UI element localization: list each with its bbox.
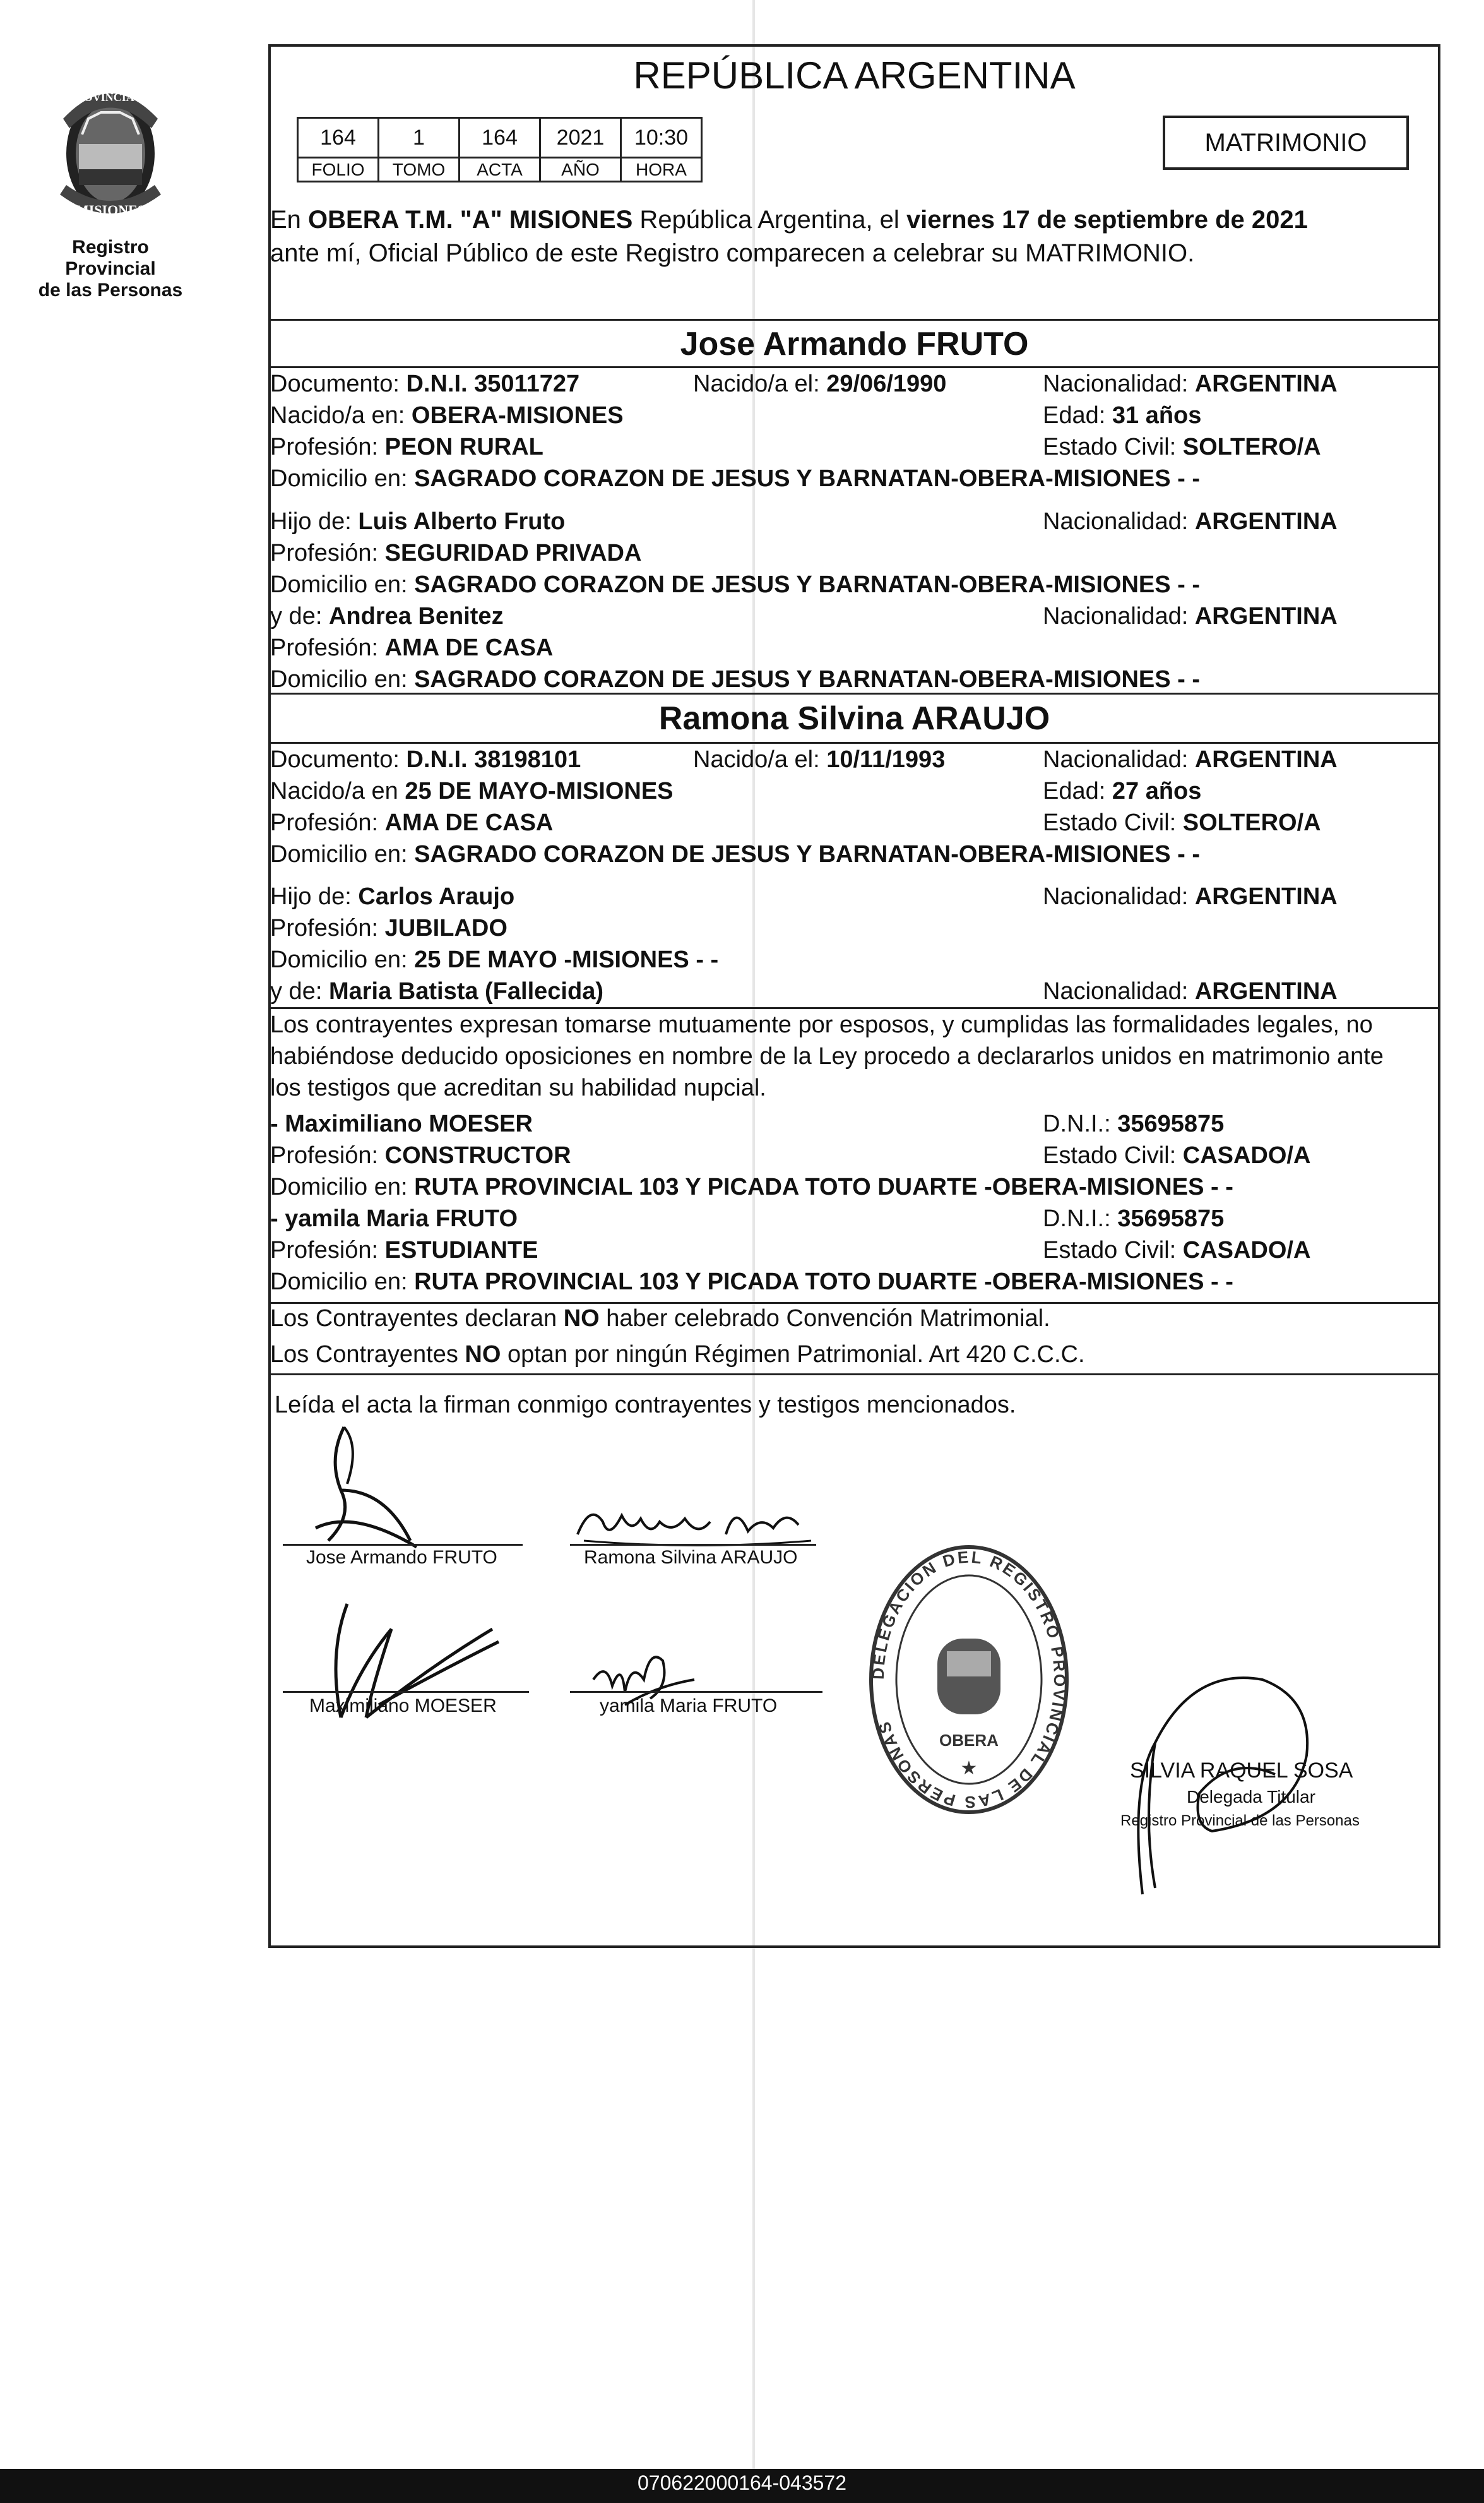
witness2-dni: D.N.I.: 35695875 [1043, 1205, 1225, 1232]
registry-caption-line1: Registro Provincial [65, 237, 156, 279]
tomo-value: 1 [379, 118, 460, 158]
convention-note: Los Contrayentes declaran NO haber celebrado Convención Matrimonial. [270, 1305, 1050, 1332]
groom-father: Hijo de: Luis Alberto Fruto [270, 508, 566, 535]
witness2-name: - yamila Maria FRUTO [270, 1205, 518, 1232]
divider [268, 1373, 1440, 1375]
closing-note: Leída el acta la firman conmigo contrayentes y testigos mencionados. [275, 1392, 1016, 1418]
bride-father: Hijo de: Carlos Araujo [270, 883, 515, 910]
groom-profession: Profesión: PEON RURAL [270, 434, 543, 460]
groom-birthdate: Nacido/a el: 29/06/1990 [693, 371, 947, 397]
groom-birthplace: Nacido/a en: OBERA-MISIONES [270, 402, 624, 429]
bride-name: Ramona Silvina ARAUJO [658, 700, 1050, 737]
witness1-profession: Profesión: CONSTRUCTOR [270, 1142, 571, 1169]
bride-father-nationality: Nacionalidad: ARGENTINA [1043, 883, 1338, 910]
declaration-line-1: Los contrayentes expresan tomarse mutuamente por esposos, y cumplidas las formalidades legales, no [270, 1012, 1373, 1038]
tomo-label: TOMO [379, 158, 460, 182]
groom-age: Edad: 31 años [1043, 402, 1202, 429]
divider [268, 742, 1440, 744]
acta-value: 164 [460, 118, 540, 158]
svg-text:PROVINCIA DE: PROVINCIA DE [68, 91, 153, 104]
year-label: AÑO [540, 158, 621, 182]
groom-father-address: Domicilio en: SAGRADO CORAZON DE JESUS Y BARNATAN-OBERA-MISIONES - - [270, 571, 1201, 598]
witness1-signature-line [283, 1691, 529, 1693]
acta-label: ACTA [460, 158, 540, 182]
groom-nationality: Nacionalidad: ARGENTINA [1043, 371, 1338, 397]
groom-signature [290, 1421, 499, 1560]
svg-text:OBERA: OBERA [939, 1731, 999, 1750]
official-role: Delegada Titular [1187, 1787, 1315, 1807]
witness1-civil-status: Estado Civil: CASADO/A [1043, 1142, 1311, 1169]
official-name: SILVIA RAQUEL SOSA [1130, 1759, 1353, 1783]
declaration-line-2: habiéndose deducido oposiciones en nombre de la Ley procedo a declararlos unidos en matrimonio ante [270, 1043, 1384, 1070]
registry-caption [25, 237, 196, 301]
registry-reference-table [297, 117, 703, 182]
official-organization: Registro Provincial de las Personas [1120, 1812, 1360, 1829]
groom-mother-profession: Profesión: AMA DE CASA [270, 635, 554, 661]
witness1-signature-label: Maximiliano MOESER [309, 1695, 497, 1716]
groom-father-nationality: Nacionalidad: ARGENTINA [1043, 508, 1338, 535]
bride-father-address: Domicilio en: 25 DE MAYO -MISIONES - - [270, 947, 719, 973]
groom-signature-label: Jose Armando FRUTO [306, 1547, 497, 1568]
svg-text:★: ★ [960, 1758, 978, 1779]
divider [268, 1007, 1440, 1009]
document-code: 070622000164-043572 [638, 2471, 846, 2494]
year-value: 2021 [540, 118, 621, 158]
groom-mother: y de: Andrea Benitez [270, 603, 504, 630]
bride-nationality: Nacionalidad: ARGENTINA [1043, 746, 1338, 773]
hour-label: HORA [621, 158, 702, 182]
svg-text:MISIONES: MISIONES [75, 202, 146, 218]
intro-line-1: En OBERA T.M. "A" MISIONES República Argentina, el viernes 17 de septiembre de 2021 [270, 206, 1308, 234]
svg-text:DELEGACION DEL REGISTRO PROVIN: DELEGACION DEL REGISTRO PROVINCIAL DE LAS PERSONAS [868, 1547, 1070, 1812]
province-coat-of-arms-logo [50, 75, 170, 232]
regime-note: Los Contrayentes NO optan por ningún Régimen Patrimonial. Art 420 C.C.C. [270, 1341, 1085, 1368]
bride-birthplace: Nacido/a en 25 DE MAYO-MISIONES [270, 778, 674, 804]
groom-mother-address: Domicilio en: SAGRADO CORAZON DE JESUS Y BARNATAN-OBERA-MISIONES - - [270, 666, 1201, 693]
bride-signature-label: Ramona Silvina ARAUJO [584, 1547, 798, 1568]
declaration-line-3: los testigos que acreditan su habilidad nupcial. [270, 1075, 766, 1101]
witness2-profession: Profesión: ESTUDIANTE [270, 1237, 538, 1263]
bride-father-profession: Profesión: JUBILADO [270, 915, 508, 941]
groom-name: Jose Armando FRUTO [680, 326, 1029, 362]
intro-line-2: ante mí, Oficial Público de este Registro comparecen a celebrar su MATRIMONIO. [270, 239, 1195, 267]
bride-birthdate: Nacido/a el: 10/11/1993 [693, 746, 946, 773]
groom-civil-status: Estado Civil: SOLTERO/A [1043, 434, 1321, 460]
registry-delegation-stamp [865, 1538, 1073, 1822]
act-type-box: MATRIMONIO [1163, 116, 1409, 170]
bride-address: Domicilio en: SAGRADO CORAZON DE JESUS Y BARNATAN-OBERA-MISIONES - - [270, 841, 1201, 868]
folio-value: 164 [298, 118, 379, 158]
witness2-address: Domicilio en: RUTA PROVINCIAL 103 Y PICADA TOTO DUARTE -OBERA-MISIONES - - [270, 1269, 1233, 1295]
groom-signature-line [283, 1544, 523, 1546]
groom-address: Domicilio en: SAGRADO CORAZON DE JESUS Y BARNATAN-OBERA-MISIONES - - [270, 465, 1201, 492]
groom-mother-nationality: Nacionalidad: ARGENTINA [1043, 603, 1338, 630]
document-title: REPÚBLICA ARGENTINA [633, 54, 1076, 97]
registry-caption-line2: de las Personas [38, 280, 183, 301]
groom-father-profession: Profesión: SEGURIDAD PRIVADA [270, 540, 642, 566]
witness2-signature-label: yamila Maria FRUTO [600, 1695, 778, 1716]
witness1-dni: D.N.I.: 35695875 [1043, 1111, 1225, 1137]
bride-civil-status: Estado Civil: SOLTERO/A [1043, 809, 1321, 836]
bride-mother-nationality: Nacionalidad: ARGENTINA [1043, 978, 1338, 1005]
bride-mother: y de: Maria Batista (Fallecida) [270, 978, 603, 1005]
groom-document: Documento: D.N.I. 35011727 [270, 371, 580, 397]
witness1-name: - Maximiliano MOESER [270, 1111, 533, 1137]
witness2-signature-line [570, 1691, 822, 1693]
bride-profession: Profesión: AMA DE CASA [270, 809, 554, 836]
bride-signature-line [570, 1544, 816, 1546]
folio-label: FOLIO [298, 158, 379, 182]
bride-age: Edad: 27 años [1043, 778, 1202, 804]
divider [268, 366, 1440, 368]
hour-value: 10:30 [621, 118, 702, 158]
bride-document: Documento: D.N.I. 38198101 [270, 746, 581, 773]
divider [268, 319, 1440, 321]
witness2-civil-status: Estado Civil: CASADO/A [1043, 1237, 1311, 1263]
witness1-address: Domicilio en: RUTA PROVINCIAL 103 Y PICADA TOTO DUARTE -OBERA-MISIONES - - [270, 1174, 1233, 1200]
